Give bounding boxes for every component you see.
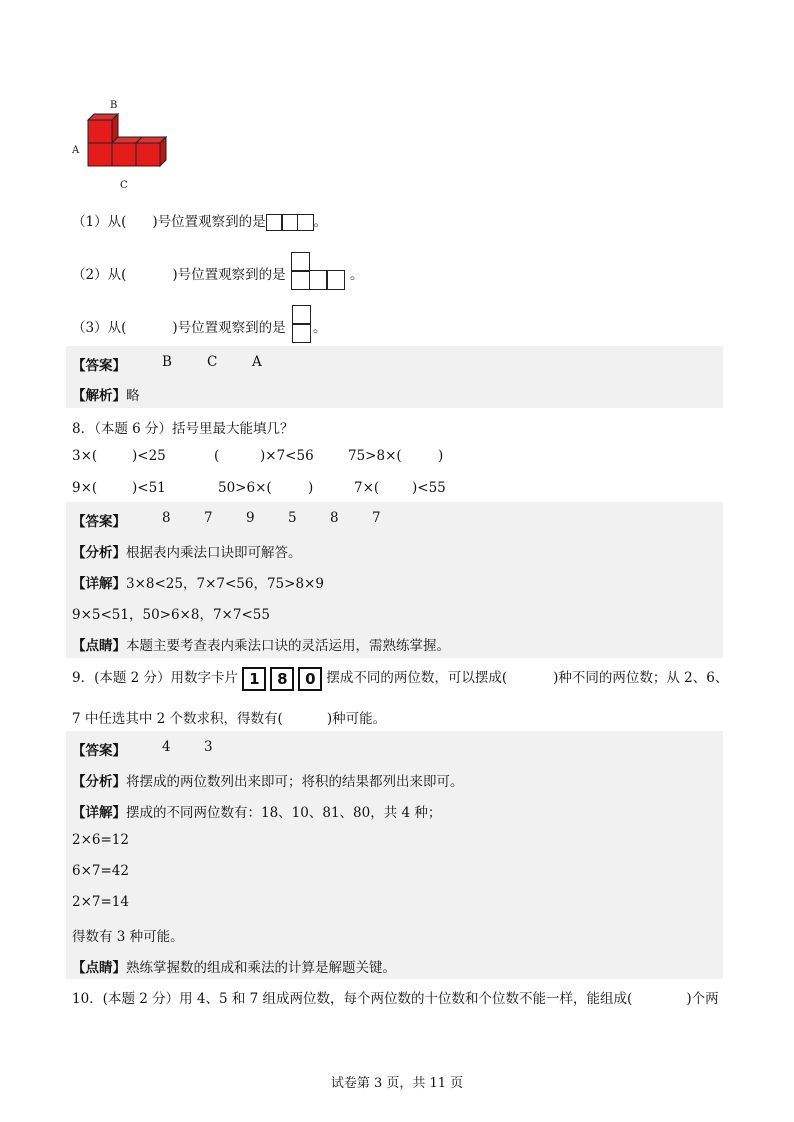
q8-answer-4: 5 xyxy=(288,510,297,526)
answer-label: 【答案】 xyxy=(72,743,126,759)
q9-line2a: 7 中任选其中 2 个数求积，得数有( xyxy=(72,711,283,727)
q9-post: )种不同的两位数；从 2、6、 xyxy=(553,670,729,686)
q7-part3-end: 。 xyxy=(313,320,327,336)
q9-answer xyxy=(72,739,372,759)
analysis-text: 略 xyxy=(126,388,140,404)
q8-r2-e: 7×( xyxy=(354,480,380,496)
answer-label: 【答案】 xyxy=(72,514,126,530)
label-b: B xyxy=(110,100,118,111)
digit-card-2: 8 xyxy=(270,667,294,691)
q8-r1-b: )<25 xyxy=(132,448,166,464)
q9-detail-2: 2×6=12 xyxy=(72,832,129,848)
q10-line1 xyxy=(72,987,719,1007)
q8-analysis xyxy=(72,541,302,561)
q9-comment xyxy=(72,956,396,976)
q7-part1-pre: （1）从( xyxy=(72,214,127,230)
analysis-text: 根据表内乘法口诀即可解答。 xyxy=(126,545,302,561)
q7-part1-end: 。 xyxy=(313,214,328,230)
q8-r2-d: ) xyxy=(308,480,314,496)
q8-row2 xyxy=(72,480,712,500)
q7-part3-post: )号位置观察到的是 xyxy=(172,320,286,336)
q8-answer-2: 7 xyxy=(204,510,213,526)
q9-analysis xyxy=(72,770,464,790)
q7-part2-end: 。 xyxy=(350,267,364,283)
q8-r1-c: ( xyxy=(214,448,220,464)
q9-answer-2: 3 xyxy=(204,739,213,755)
q9-line1 xyxy=(72,666,728,691)
detail-label: 【详解】 xyxy=(72,805,126,821)
q7-part2-post: )号位置观察到的是 xyxy=(172,267,286,283)
q9-detail xyxy=(72,801,441,821)
q8-r1-f: ) xyxy=(438,448,444,464)
q7-answer-1: B xyxy=(162,354,172,370)
detail-text: 3×8<25，7×7<56，75>8×9 xyxy=(126,576,324,592)
q9-line2b: )种可能。 xyxy=(326,711,387,727)
q7-part3 xyxy=(72,316,286,336)
q7-answer xyxy=(72,354,262,374)
q8-r2-b: )<51 xyxy=(132,480,166,496)
q9-mid: 摆成不同的两位数，可以摆成( xyxy=(326,670,508,686)
q8-r1-a: 3×( xyxy=(72,448,98,464)
q7-part2 xyxy=(72,263,286,283)
detail-text: 摆成的不同两位数有：18、10、81、80，共 4 种； xyxy=(126,805,442,821)
cube-figure xyxy=(72,100,182,192)
cube-figure-graphic xyxy=(72,100,182,192)
view-shape-1 xyxy=(266,214,314,231)
view-shape-3 xyxy=(292,305,314,345)
q8-row1 xyxy=(72,448,712,468)
q8-answer xyxy=(72,510,712,530)
analysis-label: 【分析】 xyxy=(72,774,126,790)
page-footer: 试卷第 3 页，共 11 页 xyxy=(330,1076,464,1091)
q7-answer-3: A xyxy=(252,354,262,370)
comment-label: 【点睛】 xyxy=(72,960,126,976)
q9-answer-1: 4 xyxy=(162,739,171,755)
comment-label: 【点睛】 xyxy=(72,638,126,654)
q10-pre: 10．(本题 2 分）用 4、5 和 7 组成两位数，每个两位数的十位数和个位数不能一样，能组成( xyxy=(72,991,633,1007)
analysis-label: 【解析】 xyxy=(72,388,126,404)
analysis-text: 将摆成的两位数列出来即可；将积的结果都列出来即可。 xyxy=(126,774,464,790)
q9-line2 xyxy=(72,707,386,727)
q8-answer-5: 8 xyxy=(330,510,339,526)
q9-detail-4: 2×7=14 xyxy=(72,894,129,910)
q8-title: 8．（本题 6 分）括号里最大能填几？ xyxy=(72,421,294,437)
detail-label: 【详解】 xyxy=(72,576,126,592)
label-a: A xyxy=(72,145,80,156)
view-shape-2 xyxy=(291,252,351,292)
q10-post: )个两 xyxy=(686,991,719,1007)
q9-detail-5: 得数有 3 种可能。 xyxy=(72,929,184,945)
q7-part3-pre: （3）从( xyxy=(72,320,127,336)
q8-r1-d: )×7<56 xyxy=(260,448,314,464)
q7-answer-2: C xyxy=(207,354,218,370)
label-c: C xyxy=(120,180,128,191)
q7-analysis xyxy=(72,384,140,404)
q8-comment xyxy=(72,634,450,654)
q7-part1 xyxy=(72,210,327,231)
digit-card-3: 0 xyxy=(298,667,322,691)
q8-answer-1: 8 xyxy=(162,510,171,526)
digit-card-1: 1 xyxy=(242,667,266,691)
q8-detail-2: 9×5<51，50>6×8，7×7<55 xyxy=(72,607,270,623)
comment-text: 本题主要考查表内乘法口诀的灵活运用，需熟练掌握。 xyxy=(126,638,450,654)
q8-r2-a: 9×( xyxy=(72,480,98,496)
analysis-label: 【分析】 xyxy=(72,545,126,561)
q8-r2-c: 50>6×( xyxy=(218,480,272,496)
q9-detail-3: 6×7=42 xyxy=(72,863,129,879)
q8-answer-3: 9 xyxy=(246,510,255,526)
answer-label: 【答案】 xyxy=(72,358,126,374)
comment-text: 熟练掌握数的组成和乘法的计算是解题关键。 xyxy=(126,960,396,976)
q8-r1-e: 75>8×( xyxy=(348,448,402,464)
q7-part2-pre: （2）从( xyxy=(72,267,127,283)
q7-part1-post: )号位置观察到的是 xyxy=(152,214,266,230)
q9-pre: 9．(本题 2 分）用数字卡片 xyxy=(72,670,239,686)
q8-detail xyxy=(72,572,324,592)
q8-r2-f: )<55 xyxy=(412,480,446,496)
q8-answer-6: 7 xyxy=(372,510,381,526)
